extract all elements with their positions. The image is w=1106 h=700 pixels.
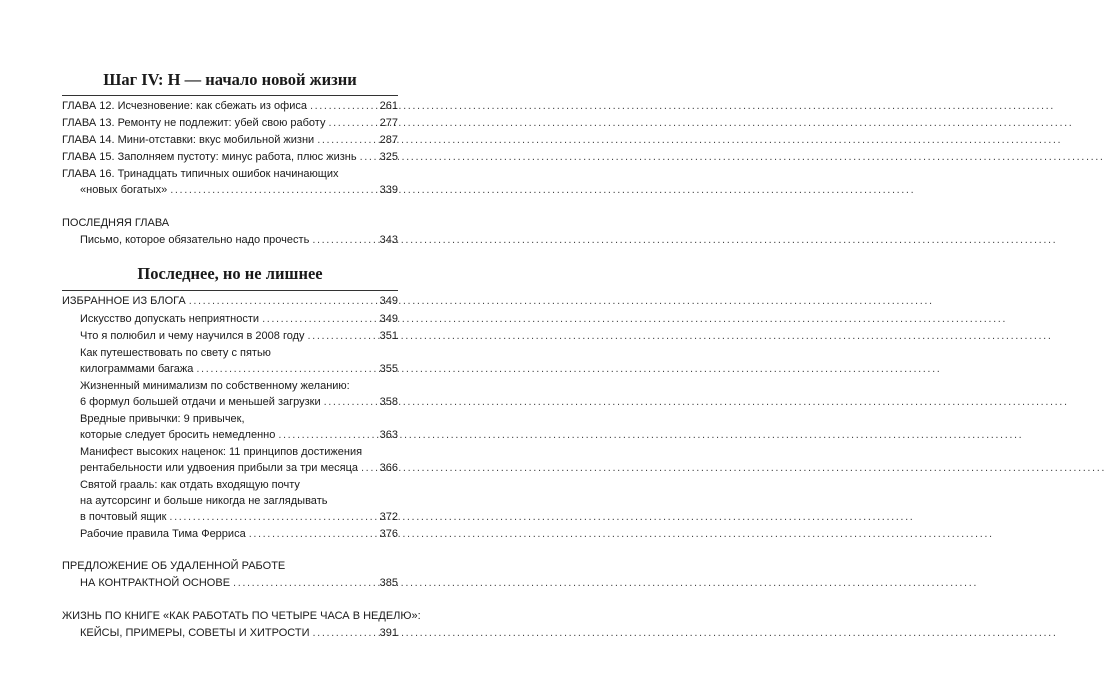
toc-entry[interactable]	[80, 509, 398, 525]
toc-entry[interactable]	[80, 625, 398, 641]
dot-leader	[313, 625, 377, 641]
entry-title: КЕЙСЫ, ПРИМЕРЫ, СОВЕТЫ И ХИТРОСТИ	[80, 627, 310, 639]
toc-entry[interactable]	[80, 311, 398, 327]
dot-leader	[196, 361, 376, 377]
page-number: 339	[379, 184, 398, 196]
toc-entry[interactable]	[80, 575, 398, 591]
entry-title: килограммами багажа	[80, 363, 194, 375]
last-chapter-title: ПОСЛЕДНЯЯ ГЛАВА	[62, 217, 170, 229]
entry-title-line: ПРЕДЛОЖЕНИЕ ОБ УДАЛЕННОЙ РАБОТЕ	[62, 560, 286, 572]
dot-leader	[169, 509, 376, 525]
entry-title-line: на аутсорсинг и больше никогда не заглядывать	[80, 495, 328, 507]
toc-entry[interactable]	[80, 460, 398, 476]
toc-entry[interactable]	[80, 232, 398, 248]
page-number: 343	[379, 234, 398, 246]
entry-title: Что я полюбил и чему научился в 2008 году	[80, 330, 305, 342]
page-number: 349	[379, 295, 398, 307]
dot-leader	[278, 427, 376, 443]
page-number: 372	[379, 511, 398, 523]
entry-title: которые следует бросить немедленно	[80, 429, 276, 441]
page-number: 351	[379, 330, 398, 342]
entry-title-line: Вредные привычки: 9 привычек,	[80, 413, 245, 425]
page-number: 325	[379, 151, 398, 163]
toc-entry[interactable]	[62, 98, 398, 114]
dot-leader	[233, 575, 377, 591]
page-number: 366	[379, 462, 398, 474]
section-heading-final: Последнее, но не лишнее	[137, 264, 323, 283]
page-number: 277	[379, 117, 398, 129]
toc-entry[interactable]	[80, 182, 398, 198]
entry-title: НА КОНТРАКТНОЙ ОСНОВЕ	[80, 577, 231, 589]
entry-title: ГЛАВА 15. Заполняем пустоту: минус работа, плюс жизнь	[62, 151, 357, 163]
page-number: 261	[379, 100, 398, 112]
entry-title: 6 формул большей отдачи и меньшей загрузки	[80, 396, 321, 408]
dot-leader	[262, 311, 377, 327]
entry-title: ГЛАВА 13. Ремонту не подлежит: убей свою работу	[62, 117, 326, 129]
section-rule	[62, 290, 398, 291]
dot-leader	[317, 132, 376, 148]
entry-title: рентабельности или удвоения прибыли за три месяца	[80, 462, 359, 474]
entry-title-line: Жизненный минимализм по собственному желанию:	[80, 380, 350, 392]
entry-title: ГЛАВА 14. Мини-отставки: вкус мобильной жизни	[62, 134, 315, 146]
entry-title-line: ЖИЗНЬ ПО КНИГЕ «КАК РАБОТАТЬ ПО ЧЕТЫРЕ ЧАСА В НЕДЕЛЮ»:	[62, 610, 421, 622]
page-number: 376	[379, 528, 398, 540]
table-of-contents-page	[0, 0, 461, 700]
entry-title: Искусство допускать неприятности	[80, 313, 260, 325]
entry-title: ГЛАВА 12. Исчезновение: как сбежать из офиса	[62, 100, 307, 112]
toc-entry[interactable]	[80, 526, 398, 542]
page-number: 391	[379, 627, 398, 639]
dot-leader	[361, 460, 377, 476]
page-number: 363	[379, 429, 398, 441]
entry-title: Письмо, которое обязательно надо прочесть	[80, 234, 310, 246]
entry-title-line: Святой грааль: как отдать входящую почту	[80, 479, 300, 491]
toc-entry[interactable]	[80, 427, 398, 443]
section-heading-step-4: Шаг IV: Н — начало новой жизни	[103, 70, 357, 89]
section-rule	[62, 95, 398, 96]
entry-title: Рабочие правила Тима Ферриса	[80, 528, 246, 540]
page-number: 358	[379, 396, 398, 408]
toc-entry[interactable]	[62, 132, 398, 148]
entry-title-line: Манифест высоких наценок: 11 принципов достижения	[80, 446, 363, 458]
dot-leader	[360, 149, 377, 165]
toc-entry[interactable]	[80, 394, 398, 410]
toc-entry[interactable]	[62, 115, 398, 131]
entry-title: в почтовый ящик	[80, 511, 167, 523]
dot-leader	[312, 232, 376, 248]
toc-entry[interactable]	[62, 149, 398, 165]
dot-leader	[249, 526, 377, 542]
dot-leader	[189, 293, 377, 309]
dot-leader	[328, 115, 376, 131]
page-number: 349	[379, 313, 398, 325]
page-number: 385	[379, 577, 398, 589]
dot-leader	[308, 328, 377, 344]
entry-title: «новых богатых»	[80, 184, 168, 196]
toc-entry[interactable]	[62, 293, 398, 309]
page-number: 355	[379, 363, 398, 375]
toc-entry[interactable]	[80, 361, 398, 377]
dot-leader	[170, 182, 376, 198]
entry-title: ИЗБРАННОЕ ИЗ БЛОГА	[62, 295, 186, 307]
entry-title-line: ГЛАВА 16. Тринадцать типичных ошибок начинающих	[62, 168, 339, 180]
dot-leader	[324, 394, 377, 410]
dot-leader	[310, 98, 377, 114]
toc-entry[interactable]	[80, 328, 398, 344]
entry-title-line: Как путешествовать по свету с пятью	[80, 347, 271, 359]
page-number: 287	[379, 134, 398, 146]
